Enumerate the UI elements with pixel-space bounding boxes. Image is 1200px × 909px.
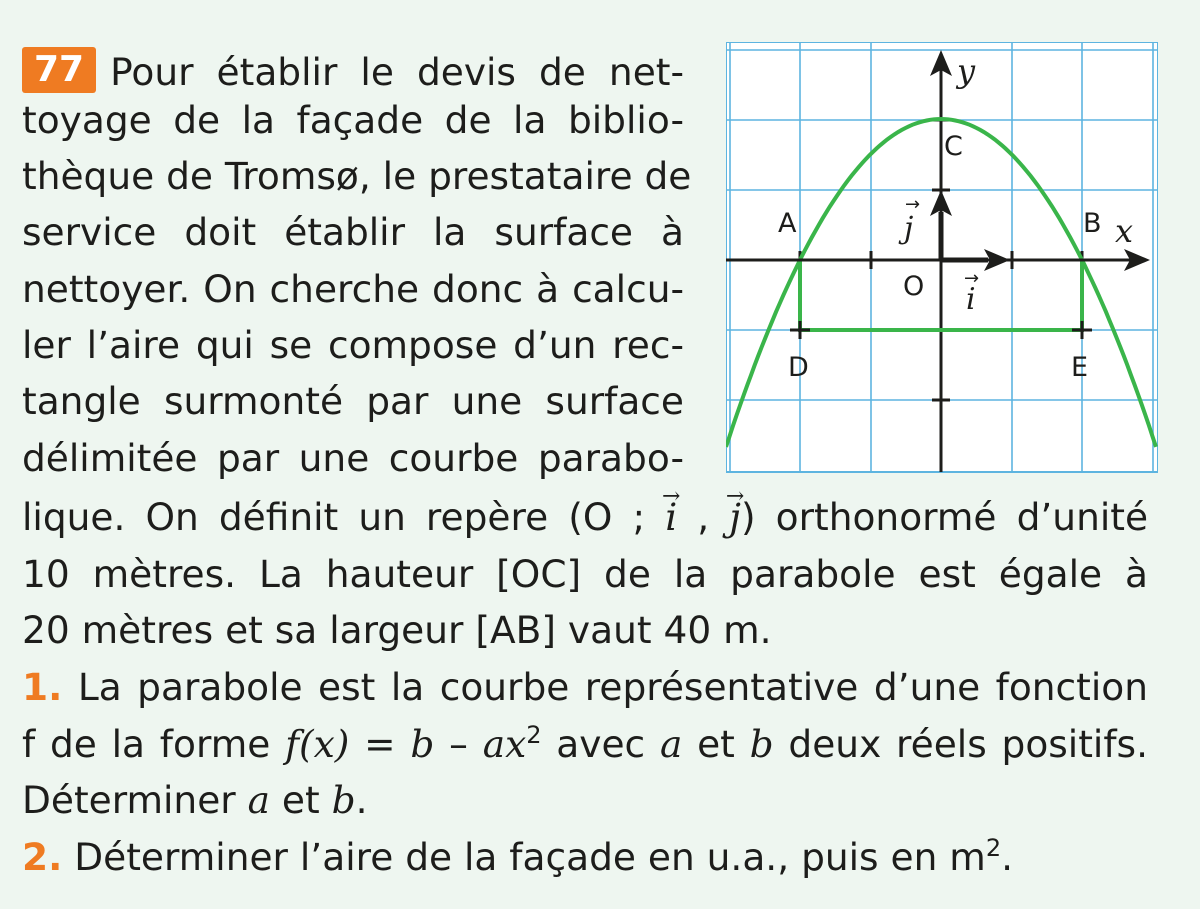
label-a: A xyxy=(778,208,797,239)
label-j: j xyxy=(904,211,914,246)
q1-l2-rest3: deux réels positifs. xyxy=(773,722,1148,766)
text-line-10: 10 mètres. La hauteur [OC] de la parabole est égale à xyxy=(22,552,1148,596)
label-e: E xyxy=(1071,352,1089,383)
q1-l2-sup: 2 xyxy=(526,721,542,749)
label-i: i xyxy=(966,282,976,317)
q1-l2-b: b xyxy=(410,722,435,766)
q1-l2-b-var: b xyxy=(749,722,774,766)
text-line-9 xyxy=(22,489,1148,545)
label-d: D xyxy=(788,352,809,383)
q1-l2-rest1: avec xyxy=(541,722,660,766)
question-1-line-1 xyxy=(22,659,1148,715)
q1-l3-et: et xyxy=(269,778,332,822)
q1-l2-x: (x) xyxy=(298,722,350,766)
q1-l2-a: f de la forme xyxy=(22,722,286,766)
text-line-7: tangle surmonté par une surface xyxy=(22,379,684,423)
line9-before: lique. On définit un repère (O ; xyxy=(22,495,646,539)
question-1-number: 1. xyxy=(22,665,63,709)
label-i-arrow-icon: → xyxy=(964,268,980,289)
question-2-line xyxy=(22,829,1013,885)
line9-sep: , xyxy=(697,495,710,539)
label-b: B xyxy=(1083,208,1102,239)
text-line-2: toyage de la façade de la biblio- xyxy=(22,98,684,142)
question-2-text: Déterminer l’aire de la façade en u.a., puis en m xyxy=(74,835,986,879)
question-1-line-2 xyxy=(22,716,1148,772)
text-line-3: thèque de Tromsø, le prestataire de xyxy=(22,154,692,198)
parabola-figure xyxy=(726,42,1158,476)
exercise-number-badge: 77 xyxy=(22,47,96,93)
q1-l3-a-var: a xyxy=(247,778,270,822)
q1-l3-a: Déterminer xyxy=(22,778,248,822)
q1-l2-eq: = xyxy=(349,722,411,766)
q1-l2-f: f xyxy=(285,722,299,766)
question-2-number: 2. xyxy=(22,835,63,879)
text-line-5: nettoyer. On cherche donc à calcu- xyxy=(22,267,684,311)
q1-l2-ax: ax xyxy=(482,722,527,766)
label-j-arrow-icon: → xyxy=(905,194,921,215)
q1-l2-minus: – xyxy=(434,722,483,766)
label-o: O xyxy=(903,271,925,302)
line9-after: ) orthonormé d’unité xyxy=(740,495,1149,539)
q1-l3-end: . xyxy=(355,778,368,822)
text-line-8: délimitée par une courbe parabo- xyxy=(22,436,684,480)
text-line-4: service doit établir la surface à xyxy=(22,210,684,254)
label-x: x xyxy=(1115,212,1134,250)
label-c: C xyxy=(944,131,963,162)
q1-l2-a-var: a xyxy=(659,722,683,766)
text-line-6: ler l’aire qui se compose d’un rec- xyxy=(22,323,684,367)
vector-i: → i xyxy=(665,489,677,545)
vector-j: → j xyxy=(729,489,741,545)
question-2-sup: 2 xyxy=(985,834,1002,862)
q1-l2-rest2: et xyxy=(682,722,750,766)
question-1-line-3 xyxy=(22,772,368,828)
text-line-11: 20 mètres et sa largeur [AB] vaut 40 m. xyxy=(22,608,772,652)
question-2-end: . xyxy=(1001,835,1014,879)
label-y: y xyxy=(957,52,976,90)
text-line-1-content: Pour établir le devis de net- xyxy=(110,50,684,94)
q1-l3-b-var: b xyxy=(331,778,356,822)
question-1-text: La parabole est la courbe représentative d’une fonction xyxy=(77,665,1149,709)
